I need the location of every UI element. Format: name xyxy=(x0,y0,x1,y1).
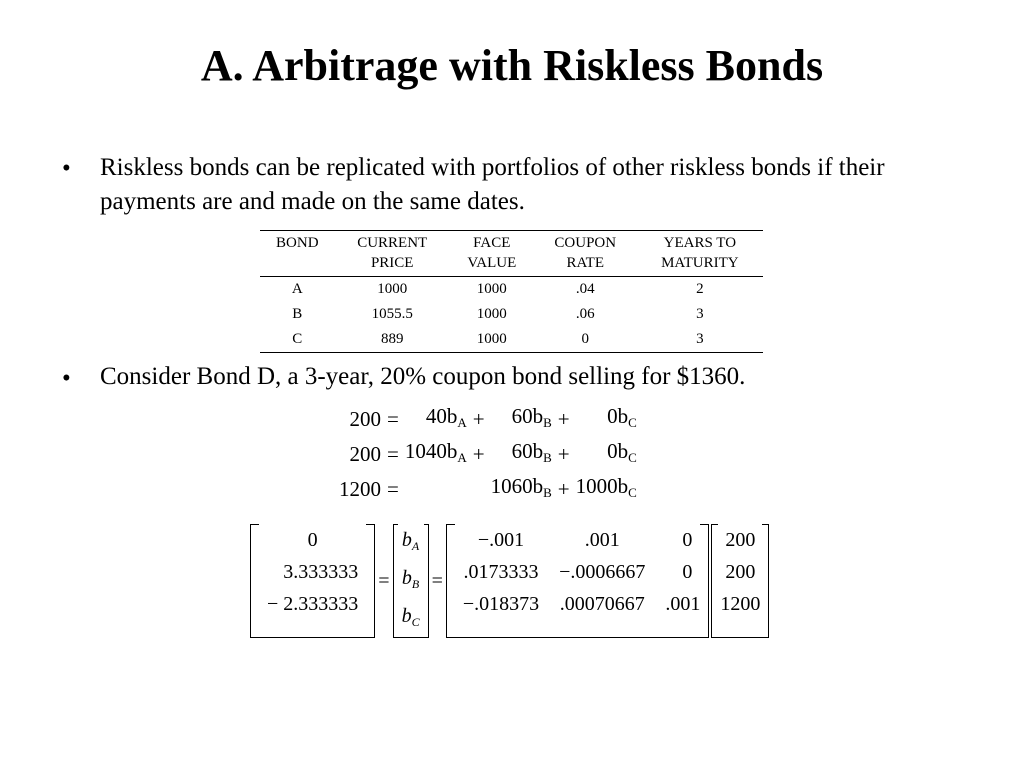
bullet-2-marker: • xyxy=(62,365,71,392)
table-cell: 1000 xyxy=(476,306,507,322)
matrix-cell: $b_A$ xyxy=(401,529,420,553)
table-row xyxy=(260,302,763,327)
header-current-price: CURRENT PRICE xyxy=(335,231,450,277)
eq-term-c: $0b_C$ xyxy=(607,439,637,465)
matrix-cell: 200 xyxy=(725,529,756,551)
eq-lhs: 1200 xyxy=(339,477,381,501)
matrix-cell: .001 xyxy=(665,593,701,615)
equals-sign: = xyxy=(378,570,390,592)
table-cell: 0 xyxy=(581,331,589,347)
equation-row xyxy=(336,402,640,437)
matrix-cell: 0 xyxy=(682,529,693,551)
table-row xyxy=(260,327,763,353)
inverse-matrix xyxy=(446,524,710,638)
bullet-1-marker: • xyxy=(62,155,71,182)
table-cell: C xyxy=(292,331,303,347)
table-cell: 1055.5 xyxy=(371,306,413,322)
eq-equals: = xyxy=(387,477,399,501)
matrix-cell: 0 xyxy=(682,561,693,583)
bond-table-header-row xyxy=(260,231,763,277)
bullet-1-text: Riskless bonds can be replicated with portfolios of other riskless bonds if their payments are and made on the same dates. xyxy=(100,154,885,215)
table-cell: .04 xyxy=(575,281,595,297)
matrix-equation xyxy=(250,524,769,638)
equation-system xyxy=(336,402,640,507)
equation-row xyxy=(336,437,640,472)
eq-term-b: $1060b_B$ xyxy=(490,474,552,500)
variable-vector xyxy=(393,524,429,638)
eq-equals: = xyxy=(387,407,399,431)
eq-term-c: $0b_C$ xyxy=(607,404,637,430)
eq-equals: = xyxy=(387,442,399,466)
header-bond: BOND xyxy=(260,231,335,277)
eq-term-a: $40b_A$ xyxy=(425,404,467,430)
bullet-2-text: Consider Bond D, a 3-year, 20% coupon bond selling for $1360. xyxy=(100,363,746,390)
eq-term-b: $60b_B$ xyxy=(511,404,552,430)
eq-plus: + xyxy=(557,477,570,501)
payment-vector xyxy=(711,524,769,638)
table-cell: 889 xyxy=(380,331,404,347)
table-cell: B xyxy=(292,306,303,322)
table-cell: 3 xyxy=(696,306,704,322)
eq-term-c: $1000b_C$ xyxy=(575,474,637,500)
header-years-to-maturity: YEARS TO MATURITY xyxy=(637,231,763,277)
eq-plus xyxy=(470,472,488,507)
slide-title: A. Arbitrage with Riskless Bonds xyxy=(200,41,824,90)
matrix-cell: 1200 xyxy=(720,593,761,615)
table-cell: 3 xyxy=(696,331,704,347)
eq-lhs: 200 xyxy=(349,407,381,431)
table-cell: .06 xyxy=(575,306,595,322)
result-vector xyxy=(250,524,375,638)
matrix-cell: 3.333333 xyxy=(283,561,359,583)
eq-plus: + xyxy=(472,442,485,466)
header-face-value: FACE VALUE xyxy=(450,231,534,277)
table-row xyxy=(260,277,763,303)
header-coupon-rate: COUPON RATE xyxy=(534,231,637,277)
bond-table xyxy=(260,230,763,353)
eq-plus: + xyxy=(472,407,485,431)
equation-row xyxy=(336,472,640,507)
table-cell: 1000 xyxy=(476,281,507,297)
matrix-cell: .00070667 xyxy=(559,593,645,615)
matrix-cell: − 2.333333 xyxy=(267,593,359,615)
table-cell: 1000 xyxy=(476,331,507,347)
equals-sign: = xyxy=(431,570,443,592)
eq-term-b: $60b_B$ xyxy=(511,439,552,465)
matrix-cell: .0173333 xyxy=(463,561,539,583)
matrix-cell: 200 xyxy=(725,561,756,583)
matrix-cell: −.0006667 xyxy=(559,561,646,583)
matrix-cell: $b_B$ xyxy=(401,567,420,591)
matrix-cell: $b_C$ xyxy=(401,605,420,629)
matrix-cell: 0 xyxy=(307,529,318,551)
table-cell: A xyxy=(291,281,303,297)
eq-lhs: 200 xyxy=(349,442,381,466)
eq-plus: + xyxy=(557,442,570,466)
matrix-cell: −.001 xyxy=(477,529,525,551)
table-cell: 2 xyxy=(696,281,704,297)
eq-term-a: $1040b_A$ xyxy=(404,439,467,465)
matrix-cell: −.018373 xyxy=(462,593,540,615)
matrix-cell: .001 xyxy=(584,529,620,551)
eq-plus: + xyxy=(557,407,570,431)
table-cell: 1000 xyxy=(377,281,408,297)
eq-term-a xyxy=(402,472,470,507)
